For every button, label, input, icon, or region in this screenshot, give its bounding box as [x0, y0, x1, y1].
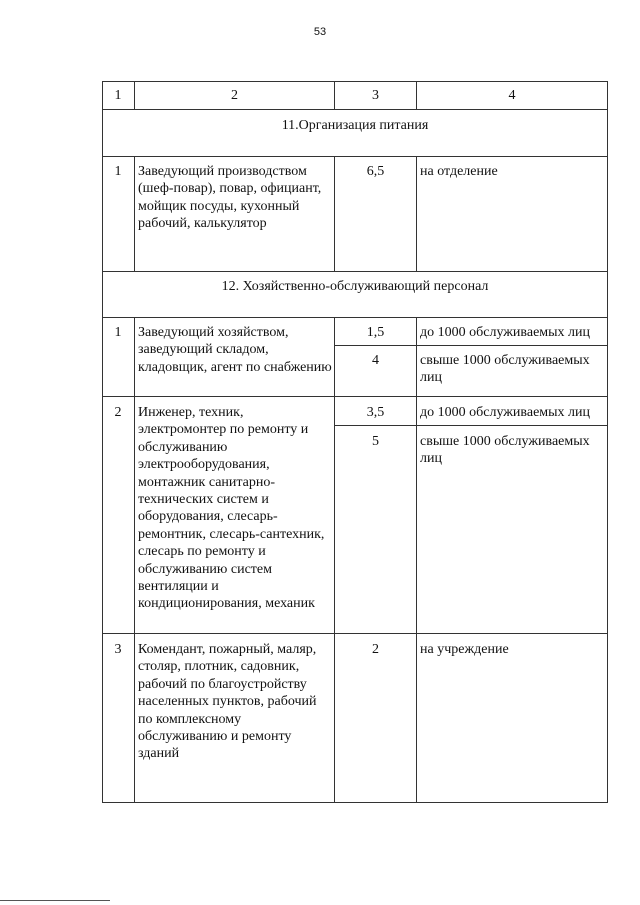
table-rule [102, 802, 608, 803]
table-rule [334, 317, 335, 803]
table-rule [334, 425, 608, 426]
table-rule [134, 156, 135, 272]
staffing-table [102, 81, 608, 803]
norm-basis: свыше 1000 обслуживаемых лиц [420, 434, 590, 467]
norm-basis: на отделение [420, 164, 498, 179]
table-rule [102, 317, 608, 318]
column-header-3: 3 [372, 88, 379, 103]
table-rule [102, 156, 608, 157]
column-header-1: 1 [114, 88, 122, 103]
table-rule [607, 81, 608, 803]
staff-norm: 3,5 [366, 405, 385, 420]
table-rule [102, 633, 608, 634]
position-list: Комендант, пожарный, маляр, столяр, плотник, садовник, рабочий по благоустройству населенных пунктов, рабочий по комплексному обслуживанию и ремонту зданий [138, 642, 317, 762]
section-title: 12. Хозяйственно-обслуживающий персонал [221, 279, 489, 294]
norm-basis: до 1000 обслуживаемых лиц [420, 325, 591, 340]
table-rule [102, 396, 608, 397]
table-rule [102, 81, 103, 803]
table-rule [416, 317, 417, 803]
table-rule [334, 345, 608, 346]
table-rule [134, 317, 135, 803]
position-list: Заведующий производством (шеф-повар), повар, официант, мойщик посуды, кухонный рабочий, калькулятор [138, 164, 322, 232]
table-rule [416, 156, 417, 272]
staff-norm: 5 [372, 434, 379, 449]
table-rule [102, 271, 608, 272]
position-list: Инженер, техник, электромонтер по ремонту и обслуживанию электрооборудования, монтажник санитарно-технических систем и оборудования, слесарь-ремонтник, слесарь-сантехник, слесарь по ремонту и обслуживанию систем вентиляции и кондиционирования, механик [138, 405, 325, 612]
staff-norm: 4 [372, 353, 379, 368]
norm-basis: до 1000 обслуживаемых лиц [420, 405, 591, 420]
position-list: Заведующий хозяйством, заведующий складом, кладовщик, агент по снабжению [138, 325, 332, 375]
staff-norm: 1,5 [366, 325, 385, 340]
row-number: 3 [114, 642, 122, 657]
table-rule [102, 81, 608, 82]
footnote-rule [0, 900, 110, 901]
row-number: 2 [114, 405, 122, 420]
page-number: 53 [313, 26, 327, 38]
column-header-4: 4 [508, 88, 516, 103]
row-number: 1 [114, 325, 122, 340]
staff-norm: 6,5 [366, 164, 385, 179]
section-title: 11.Организация питания [281, 118, 429, 133]
staff-norm: 2 [372, 642, 379, 657]
row-number: 1 [114, 164, 122, 179]
norm-basis: свыше 1000 обслуживаемых лиц [420, 353, 590, 386]
norm-basis: на учреждение [420, 642, 509, 657]
table-rule [102, 109, 608, 110]
column-header-2: 2 [231, 88, 238, 103]
